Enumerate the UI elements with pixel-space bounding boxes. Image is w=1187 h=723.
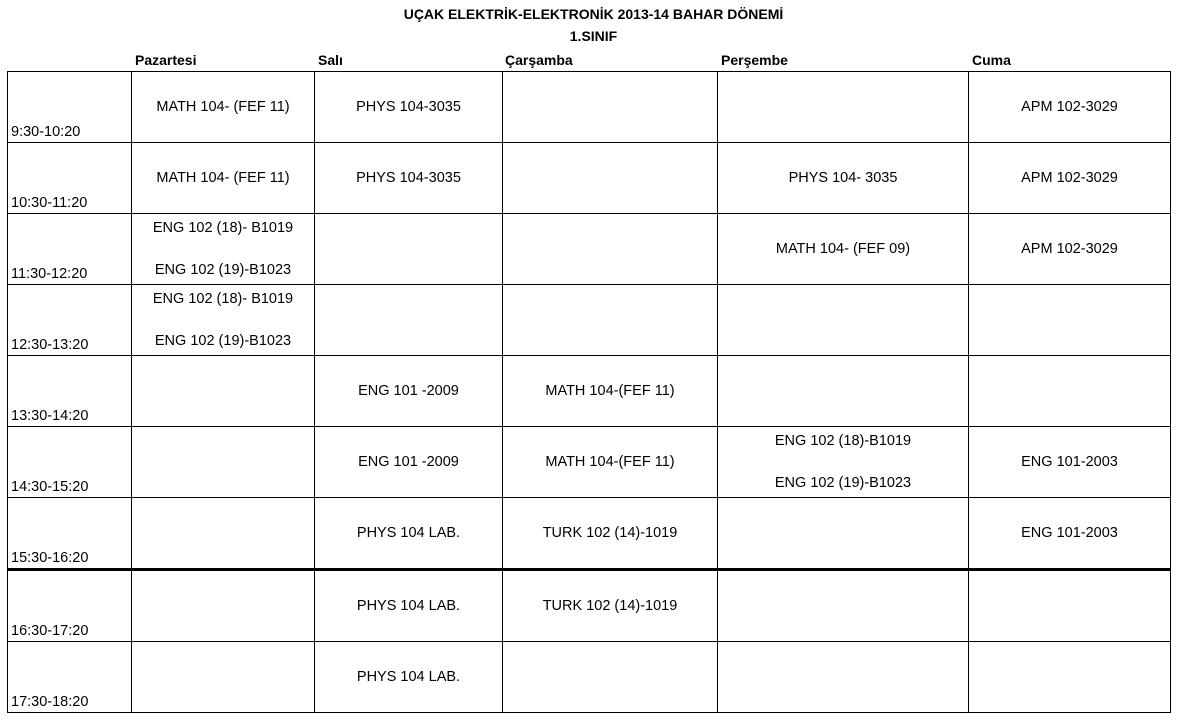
course-entry: PHYS 104-3035 — [356, 99, 461, 115]
course-entry: ENG 101 -2009 — [358, 454, 459, 470]
table-row — [8, 642, 1171, 713]
schedule-cell — [503, 356, 718, 427]
schedule-cell — [315, 642, 503, 713]
page-title: UÇAK ELEKTRİK-ELEKTRONİK 2013-14 BAHAR DÖNEMİ — [403, 6, 784, 22]
schedule-table — [7, 71, 1171, 713]
schedule-cell — [315, 214, 503, 285]
time-slot-label: 14:30-15:20 — [8, 427, 132, 498]
course-entry: APM 102-3029 — [1021, 241, 1118, 257]
schedule-cell — [503, 285, 718, 356]
day-header-tuesday: Salı — [318, 52, 343, 68]
time-slot-label: 13:30-14:20 — [8, 356, 132, 427]
day-header-wednesday: Çarşamba — [505, 52, 573, 68]
course-entry: PHYS 104 LAB. — [356, 598, 461, 614]
schedule-cell — [969, 498, 1171, 570]
table-row — [8, 285, 1171, 356]
schedule-cell — [503, 143, 718, 214]
schedule-cell — [969, 356, 1171, 427]
schedule-cell — [503, 498, 718, 570]
day-header-monday: Pazartesi — [135, 52, 197, 68]
page-subtitle: 1.SINIF — [569, 28, 618, 44]
schedule-cell — [969, 427, 1171, 498]
course-entry: TURK 102 (14)-1019 — [542, 525, 678, 541]
schedule-cell — [132, 285, 315, 356]
schedule-cell — [315, 72, 503, 143]
course-entry: ENG 102 (18)-B1019 — [774, 433, 912, 449]
table-row — [8, 214, 1171, 285]
schedule-cell — [503, 570, 718, 642]
table-row — [8, 356, 1171, 427]
course-entry: ENG 101-2003 — [1021, 454, 1118, 470]
course-entry: PHYS 104- 3035 — [788, 170, 898, 186]
schedule-cell — [315, 427, 503, 498]
table-row — [8, 72, 1171, 143]
schedule-cell — [132, 143, 315, 214]
schedule-cell — [132, 642, 315, 713]
schedule-cell — [718, 72, 969, 143]
course-entry: TURK 102 (14)-1019 — [542, 598, 678, 614]
course-entry: MATH 104-(FEF 11) — [545, 383, 675, 399]
course-entry: ENG 101 -2009 — [358, 383, 459, 399]
course-entry: APM 102-3029 — [1021, 99, 1118, 115]
schedule-cell — [132, 427, 315, 498]
course-entry: MATH 104- (FEF 11) — [156, 170, 290, 186]
schedule-cell — [969, 72, 1171, 143]
schedule-cell — [315, 143, 503, 214]
course-entry: MATH 104- (FEF 11) — [156, 99, 290, 115]
course-entry: ENG 102 (19)-B1023 — [154, 333, 292, 349]
course-entry: ENG 102 (18)- B1019 — [152, 291, 294, 307]
course-entry: APM 102-3029 — [1021, 170, 1118, 186]
schedule-cell — [315, 498, 503, 570]
schedule-cell — [132, 214, 315, 285]
course-entry: ENG 102 (19)-B1023 — [154, 262, 292, 278]
schedule-cell — [969, 570, 1171, 642]
schedule-cell — [718, 143, 969, 214]
schedule-cell — [315, 356, 503, 427]
schedule-cell — [969, 214, 1171, 285]
course-entry: MATH 104-(FEF 11) — [545, 454, 675, 470]
course-entry: PHYS 104-3035 — [356, 170, 461, 186]
schedule-cell — [132, 570, 315, 642]
course-entry: ENG 102 (19)-B1023 — [774, 475, 912, 491]
schedule-cell — [503, 72, 718, 143]
schedule-cell — [969, 285, 1171, 356]
schedule-cell — [718, 642, 969, 713]
table-row — [8, 427, 1171, 498]
time-slot-label: 16:30-17:20 — [8, 570, 132, 642]
table-row — [8, 570, 1171, 642]
time-slot-label: 9:30-10:20 — [8, 72, 132, 143]
day-header-friday: Cuma — [972, 52, 1011, 68]
schedule-cell — [718, 570, 969, 642]
schedule-cell — [503, 214, 718, 285]
schedule-cell — [315, 570, 503, 642]
course-entry: ENG 102 (18)- B1019 — [152, 220, 294, 236]
schedule-cell — [132, 356, 315, 427]
schedule-cell — [718, 285, 969, 356]
time-slot-label: 10:30-11:20 — [8, 143, 132, 214]
schedule-cell — [718, 214, 969, 285]
schedule-cell — [718, 427, 969, 498]
schedule-cell — [969, 642, 1171, 713]
schedule-cell — [718, 356, 969, 427]
schedule-cell — [315, 285, 503, 356]
time-slot-label: 11:30-12:20 — [8, 214, 132, 285]
course-entry: PHYS 104 LAB. — [356, 669, 461, 685]
schedule-cell — [503, 427, 718, 498]
course-entry: ENG 101-2003 — [1021, 525, 1118, 541]
schedule-cell — [132, 72, 315, 143]
schedule-cell — [718, 498, 969, 570]
table-row — [8, 143, 1171, 214]
schedule-cell — [503, 642, 718, 713]
course-entry: PHYS 104 LAB. — [356, 525, 461, 541]
day-header-thursday: Perşembe — [721, 52, 788, 68]
schedule-cell — [132, 498, 315, 570]
time-slot-label: 15:30-16:20 — [8, 498, 132, 570]
table-row — [8, 498, 1171, 570]
time-slot-label: 12:30-13:20 — [8, 285, 132, 356]
schedule-cell — [969, 143, 1171, 214]
course-entry: MATH 104- (FEF 09) — [775, 241, 911, 257]
time-slot-label: 17:30-18:20 — [8, 642, 132, 713]
